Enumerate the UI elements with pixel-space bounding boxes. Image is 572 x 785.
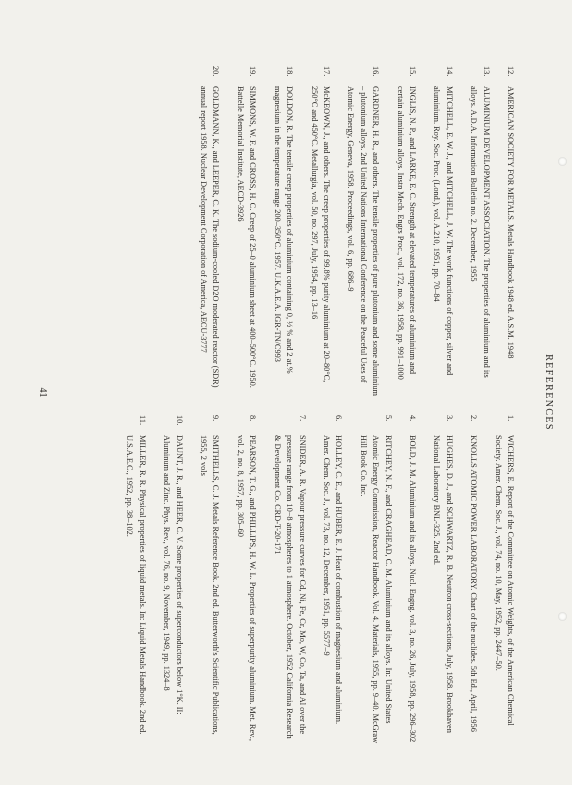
reference-number: 8.: [248, 415, 258, 422]
reference-text: SMITHELLS, C. J. Metals Reference Book. 2nd ed. Butterworth's Scientific Publications, 1955, 2 vols: [199, 435, 221, 735]
reference-number: 3.: [444, 415, 454, 422]
reference-entry: [234, 66, 259, 396]
reference-number: 10.: [174, 415, 184, 426]
reference-text: McKEOWN, J., and others. The creep properties of 99.8% purity aluminium at 20–80°C, 250°C and 450°C. Metallurgia, vol. 50, no. 297, July, 1954, pp. 13–16: [309, 86, 331, 383]
reference-number: 2.: [469, 415, 479, 422]
reference-number: 4.: [407, 415, 417, 422]
reference-entry: [344, 66, 381, 396]
reference-text: KNOLLS ATOMIC POWER LABORATORY. Chart of the nuclides. 5th Ed., April, 1956: [469, 435, 479, 732]
reference-entry: [160, 415, 185, 745]
reference-entry: [307, 66, 332, 396]
reference-number: 19.: [248, 66, 258, 77]
reference-entry: [270, 66, 295, 396]
reference-text: ALUMINIUM DEVELOPMENT ASSOCIATION. The properties of aluminium and its alloys. A.D.A. Information Bulletin no. 2. December, 1955: [469, 86, 491, 378]
reference-number: 18.: [285, 66, 295, 77]
reference-entry: [270, 415, 307, 745]
reference-text: MILLER, R. R. Physical properties of liquid metals. In: Liquid Metals Handbook. 2nd ed. U.S.A.E.C., 1952, pp. 38–102.: [125, 435, 147, 735]
reference-number: 11.: [137, 415, 147, 426]
reference-text: GARDNER, H. R., and others. The tensile properties of pure plutonium and some aluminium – plutonium alloys. 2nd United Nations International Conference on the Peaceful Uses of Atomic Energy, Geneva, 1958. Proceedings, vol. 6, pp. 686–9: [346, 86, 381, 397]
reference-entry: [467, 415, 479, 745]
reference-number: 17.: [321, 66, 331, 77]
reference-text: INGLIS, N. P., and LARKE, E. C. Strength at elevated temperatures of aluminium and certain aluminium alloys. Instn Mech. Engrs Proc., vol. 172, no. 36, 1958, pp. 991–1000: [395, 86, 417, 380]
reference-text: MITCHELL, E. W. J., and MITCHELL, J. W. The work functions of copper, silver and aluminium. Roy. Soc. Proc. (Lond.), vol. A.210, 1951, pp. 70–84: [432, 86, 454, 376]
right-reference-column: [185, 66, 516, 396]
reference-number: 16.: [371, 66, 381, 77]
reference-text: GOLDMANN, K., and LEEPER, C. K. The sodium-cooled D2O moderated reactor (SDR) annual report 1958. Nuclear Development Corporation of America, AECU-3777: [199, 86, 221, 388]
reference-number: 7.: [297, 415, 307, 422]
reference-entry: [123, 415, 148, 745]
left-reference-column: [111, 415, 516, 745]
reference-text: SNIDER, A. R. Vapour pressure curves for Cd, Ni, Fe, Cr, Mo, W, Co, Ta, and Al over the pressure range from 10−8 atmospheres to 1 atmosphere. October, 1952 California Research & Development Co. CRD-T-20-171: [272, 435, 307, 739]
reference-number: 15.: [407, 66, 417, 77]
reference-entry: [504, 66, 516, 396]
reference-number: 14.: [444, 66, 454, 77]
reference-entry: [234, 415, 259, 745]
reference-text: RITCHEY, N. F., and CRAGHEAD, C. M. Aluminium and its alloys. In: United States Atomic Energy Commission, Reactor Handbook. Vol. 4. Materials, 1955, pp. 9–40. McGraw Hill Book Co. Inc.: [358, 435, 393, 744]
reference-entry: [356, 415, 393, 745]
reference-text: HOLLEY, C. E., and HUBER, E. J. Heat of combustion of magnesium and aluminium. Amer. Chem. Soc. J., vol. 73, no. 12, December, 1951, pp. 5577–9: [321, 435, 344, 725]
reference-number: 12.: [506, 66, 515, 77]
reference-text: HUGHES, D. J., and SCHWARTZ, R. B. Neutron cross-sections, July, 1958. Brookhaven National Laboratory BNL-325. 2nd ed.: [432, 435, 454, 733]
reference-number: 20.: [211, 66, 221, 77]
reference-entry: [491, 415, 516, 745]
reference-entry: [430, 66, 455, 396]
reference-text: BOLD, J. M. Aluminium and its alloys. Nucl. Engng. vol. 3, no. 26, July, 1958, pp. 296–302: [407, 435, 417, 743]
reference-entry: [430, 415, 455, 745]
reference-entry: [320, 415, 345, 745]
page-number: 41: [37, 387, 48, 398]
reference-text: SIMMONS, W. F. and CROSS, H. C. Creep of 25–0 aluminium sheet at 400–500°C. 1950. Battelle Memorial Institute, AECD-3926: [235, 86, 258, 388]
reference-text: PEARSON, T. G., and PHILLIPS, H. W. L. Properties of superpurity aluminium. Met. Rev., vol. 2, no. 8, 1957, pp. 305–60: [235, 435, 258, 741]
reference-entry: [467, 66, 492, 396]
reference-number: 13.: [481, 66, 491, 77]
reference-entry: [393, 66, 418, 396]
reference-entry: [197, 415, 222, 745]
reference-entry: [197, 66, 222, 396]
reference-number: 1.: [506, 415, 515, 422]
reference-text: WICHERS, E. Report of the Committee on Atomic Weights, of the American Chemical Society. Amer. Chem. Soc. J., vol. 74, no. 10, May, 1952, pp. 2447–50.: [493, 435, 515, 726]
reference-text: AMERICAN SOCIETY FOR METALS. Metals Handbook 1948 ed. A.S.M. 1948: [506, 86, 515, 359]
reference-number: 6.: [334, 415, 344, 422]
reference-text: DAUNT, J. R., and HEER, C. V. Some properties of superconductors below 1°K. II: Aluminum and Zinc. Phys. Rev., vol. 76, no. 9, November, 1949, pp. 1324–8: [162, 435, 184, 715]
reference-number: 5.: [383, 415, 393, 422]
reference-text: DOLDON, R. The tensile creep properties of aluminium containing 0, ½ % and 2 at.% magnesium in the temperature range 200–350°C. 1957. U.K.A.E.A. IGR-TN/C993: [272, 86, 295, 374]
page-heading: REFERENCES: [543, 354, 554, 431]
reference-number: 9.: [211, 415, 221, 422]
reference-entry: [406, 415, 418, 745]
